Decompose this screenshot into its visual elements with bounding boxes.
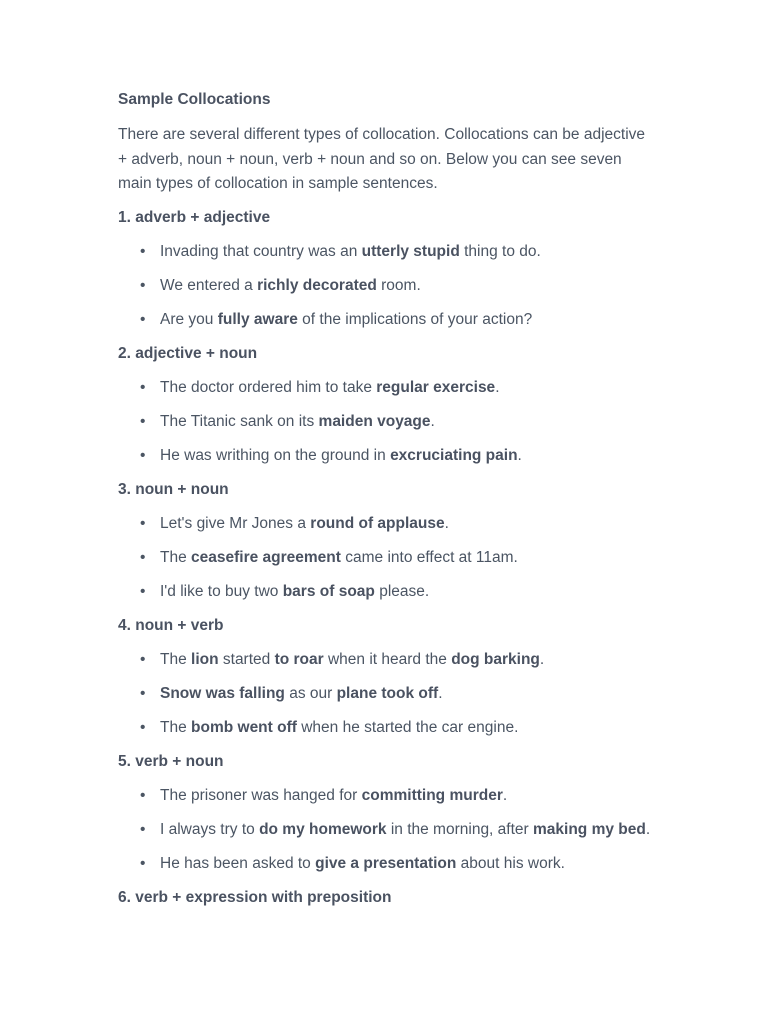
example-list bbox=[118, 376, 658, 469]
section-heading: 5. verb + noun bbox=[118, 752, 224, 770]
example-sentence: • He was writhing on the ground in excruciating pain. bbox=[118, 444, 658, 469]
example-sentence: • The Titanic sank on its maiden voyage. bbox=[118, 410, 658, 435]
collocation-highlight: bars of soap bbox=[282, 582, 375, 600]
example-sentence: • I'd like to buy two bars of soap please. bbox=[118, 580, 658, 605]
collocation-highlight: regular exercise bbox=[376, 378, 496, 396]
bullet-icon: • bbox=[140, 446, 146, 464]
section-heading: 3. noun + noun bbox=[118, 480, 229, 498]
collocation-highlight: to roar bbox=[274, 650, 324, 668]
collocation-highlight: round of applause bbox=[310, 514, 445, 532]
collocation-highlight: richly decorated bbox=[257, 276, 377, 294]
bullet-icon: • bbox=[140, 582, 146, 600]
example-list bbox=[118, 648, 658, 741]
example-list bbox=[118, 512, 658, 605]
example-sentence: • I always try to do my homework in the morning, after making my bed. bbox=[118, 818, 658, 843]
bullet-icon: • bbox=[140, 854, 146, 872]
example-sentence: • We entered a richly decorated room. bbox=[118, 274, 658, 299]
example-sentence: • The ceasefire agreement came into effect at 11am. bbox=[118, 546, 658, 571]
example-sentence: • The prisoner was hanged for committing murder. bbox=[118, 784, 658, 809]
collocation-highlight: lion bbox=[191, 650, 219, 668]
example-sentence: • Let's give Mr Jones a round of applause. bbox=[118, 512, 658, 537]
page-title: Sample Collocations bbox=[118, 91, 271, 108]
section-heading: 4. noun + verb bbox=[118, 616, 224, 634]
bullet-icon: • bbox=[140, 310, 146, 328]
example-sentence: • The bomb went off when he started the car engine. bbox=[118, 716, 658, 741]
section-heading: 2. adjective + noun bbox=[118, 344, 258, 362]
bullet-icon: • bbox=[140, 276, 146, 294]
bullet-icon: • bbox=[140, 718, 146, 736]
collocation-highlight: plane took off bbox=[336, 684, 439, 702]
example-sentence: • Snow was falling as our plane took off. bbox=[118, 682, 658, 707]
collocation-highlight: excruciating pain bbox=[390, 446, 518, 464]
example-sentence: • He has been asked to give a presentation about his work. bbox=[118, 852, 658, 877]
collocation-highlight: ceasefire agreement bbox=[191, 548, 341, 566]
example-sentence: • The doctor ordered him to take regular exercise. bbox=[118, 376, 658, 401]
section-heading: 6. verb + expression with preposition bbox=[118, 888, 392, 906]
collocation-highlight: committing murder bbox=[361, 786, 503, 804]
bullet-icon: • bbox=[140, 548, 146, 566]
bullet-icon: • bbox=[140, 820, 146, 838]
bullet-icon: • bbox=[140, 684, 146, 702]
collocation-highlight: give a presentation bbox=[315, 854, 457, 872]
collocation-sections bbox=[118, 206, 658, 910]
collocation-highlight: bomb went off bbox=[191, 718, 297, 736]
document-body bbox=[118, 88, 658, 920]
example-list bbox=[118, 240, 658, 333]
bullet-icon: • bbox=[140, 650, 146, 668]
bullet-icon: • bbox=[140, 514, 146, 532]
bullet-icon: • bbox=[140, 242, 146, 260]
section-heading: 1. adverb + adjective bbox=[118, 208, 271, 226]
example-sentence: • The lion started to roar when it heard the dog barking. bbox=[118, 648, 658, 673]
intro-paragraph: There are several different types of collocation. Collocations can be adjective + adverb, noun + noun, verb + noun and so on. Below you can see seven main types of collocation in sample sentences. bbox=[118, 126, 646, 192]
collocation-highlight: maiden voyage bbox=[318, 412, 431, 430]
bullet-icon: • bbox=[140, 378, 146, 396]
bullet-icon: • bbox=[140, 412, 146, 430]
collocation-highlight: dog barking bbox=[451, 650, 540, 668]
bullet-icon: • bbox=[140, 786, 146, 804]
collocation-highlight: do my homework bbox=[259, 820, 387, 838]
collocation-highlight: making my bed bbox=[533, 820, 646, 838]
collocation-highlight: fully aware bbox=[217, 310, 298, 328]
collocation-highlight: utterly stupid bbox=[361, 242, 460, 260]
example-list bbox=[118, 784, 658, 877]
collocation-highlight: Snow was falling bbox=[160, 684, 285, 702]
example-sentence: • Invading that country was an utterly stupid thing to do. bbox=[118, 240, 658, 265]
example-sentence: • Are you fully aware of the implications of your action? bbox=[118, 308, 658, 333]
